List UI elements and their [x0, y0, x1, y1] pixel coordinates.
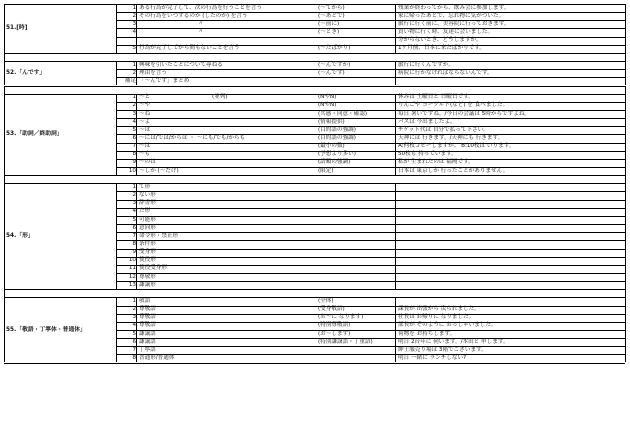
- row-description: 謙譲語: [139, 339, 156, 345]
- row-number: 5: [132, 45, 136, 51]
- row-number: 8: [132, 355, 136, 361]
- section-title: 52.「んです」: [6, 70, 46, 76]
- row-description: 〜は: [139, 143, 151, 149]
- row-number: 2: [132, 306, 136, 312]
- row-description: ない形: [139, 192, 156, 198]
- table-right-border: [625, 289, 626, 297]
- table-right-border: [625, 61, 626, 85]
- row-description: 条件形: [139, 241, 156, 247]
- row-number: 4: [132, 29, 136, 35]
- row-description: その行為をいつするのか (したのか) を言う: [139, 13, 248, 19]
- row-pattern: (〜あとで): [318, 13, 345, 19]
- row-number: 7: [132, 143, 136, 149]
- row-divider: [116, 232, 625, 233]
- row-example: 50枚も 持っています。: [398, 151, 457, 157]
- row-description: 尊敬語: [139, 314, 156, 320]
- row-description: た形: [139, 208, 151, 214]
- text-column-border: [136, 297, 137, 362]
- row-example: 毎日 暑いですね。/今日の会議は 5時からですよね。: [398, 111, 531, 117]
- row-number: 3: [132, 21, 136, 27]
- row-example: 残業が終わってから、飲み会に参加します。: [398, 5, 510, 11]
- row-example: 課長が 出張から 戻られました。: [398, 306, 480, 312]
- row-description: 〜ね: [139, 111, 151, 117]
- row-number: 2: [132, 192, 136, 198]
- section-bottom-border: [4, 53, 625, 54]
- row-number: 1: [132, 5, 136, 11]
- row-divider: [116, 281, 625, 282]
- row-number: 3: [132, 314, 136, 320]
- row-example: 荷物を お持ちします。: [398, 331, 456, 337]
- row-description: 理由を言う: [139, 70, 167, 76]
- row-divider: [116, 110, 625, 111]
- row-example: 私が 生まれたのは 福岡です。: [398, 159, 474, 165]
- row-divider: [116, 200, 625, 201]
- row-divider: [116, 346, 625, 347]
- row-number: 11: [128, 265, 136, 271]
- row-example: りんごや ヨーグルト(など) を 食べました。: [398, 102, 509, 108]
- text-column-border: [136, 61, 137, 85]
- row-divider: [116, 330, 625, 331]
- row-description: 〜よ: [139, 119, 151, 125]
- row-number: 7: [132, 233, 136, 239]
- row-divider: [116, 191, 625, 192]
- row-description: 丁寧語: [139, 347, 156, 353]
- row-description: 尊敬語: [139, 322, 156, 328]
- row-number: 9: [132, 159, 136, 165]
- row-description: 〜には/では/からは ・ 〜にも/でも/からも: [139, 135, 246, 141]
- text-column-border: [136, 4, 137, 53]
- example-column-border: [395, 94, 396, 176]
- row-example: 病院に行かなければならないんです。: [398, 70, 493, 76]
- row-pattern: (〜たばかり): [318, 45, 351, 51]
- section-top-border: [4, 183, 625, 184]
- table-left-border: [4, 94, 5, 176]
- table-left-border: [4, 289, 5, 297]
- row-number: 7: [132, 347, 136, 353]
- row-description: 命令形・禁止形: [139, 233, 179, 239]
- row-description: 〜や: [139, 102, 151, 108]
- section-bottom-border: [4, 289, 625, 290]
- section-bottom-border: [4, 175, 625, 176]
- row-description: 尊敬語: [139, 306, 156, 312]
- row-number: 10: [128, 257, 136, 263]
- row-number: 4: [132, 119, 136, 125]
- row-description: ある行為が完了して、次の行為を行うことを言う: [139, 5, 262, 11]
- table-right-border: [625, 183, 626, 289]
- row-divider: [116, 159, 625, 160]
- row-example: チケット代は 自分で払って下さい。: [398, 127, 489, 133]
- table-left-border: [4, 297, 5, 362]
- row-pattern: (お〜します): [318, 331, 351, 337]
- row-description: 〜は: [139, 127, 151, 133]
- row-description: 〜と: [139, 94, 151, 100]
- row-pattern: (情報提供): [318, 119, 345, 125]
- section-title: 55.「敬語・丁寧体・普通体」: [6, 327, 86, 333]
- row-description: 使役形: [139, 257, 156, 263]
- table-right-border: [625, 53, 626, 61]
- table-right-border: [625, 86, 626, 94]
- row-divider: [116, 126, 625, 127]
- row-pattern: (お〜に なります): [318, 314, 364, 320]
- row-description: 尊敬形: [139, 274, 156, 280]
- table-left-border: [4, 61, 5, 85]
- row-example: バスは 今出ましたよ。: [398, 119, 456, 125]
- row-example: 分からないとき、どうしますか。: [398, 37, 482, 43]
- row-description: 「〜んです」まとめ: [139, 78, 190, 84]
- table-left-border: [4, 183, 5, 289]
- row-divider: [116, 167, 625, 168]
- row-pattern: (〜前に): [318, 21, 340, 27]
- row-example: 家に帰ったあとで、忘れ物に気がついた。: [398, 13, 505, 19]
- row-description: 行為が完了してから間もないことを言う: [139, 45, 240, 51]
- row-divider: [116, 118, 625, 119]
- table-left-border: [4, 86, 5, 94]
- example-column-border: [395, 183, 396, 289]
- row-number: 5: [132, 127, 136, 133]
- row-example: 休みは 土曜日と 日曜日です。: [398, 94, 474, 100]
- row-pattern: (〜てから): [318, 5, 345, 11]
- row-number: 12: [128, 274, 136, 280]
- row-number: 4: [132, 208, 136, 214]
- table-left-border: [4, 53, 5, 61]
- row-number: 補足: [124, 78, 136, 84]
- section-top-border: [4, 61, 625, 62]
- row-divider: [116, 354, 625, 355]
- section-title: 54.「形」: [6, 233, 34, 239]
- row-number: 10: [128, 168, 136, 174]
- row-pattern: (NやN): [318, 94, 337, 100]
- row-divider: [116, 37, 625, 38]
- row-pattern: (語順の強調): [318, 159, 351, 165]
- row-number: 1: [132, 298, 136, 304]
- row-divider: [116, 77, 625, 78]
- section-title: 51.[時]: [6, 25, 28, 31]
- row-number: 13: [128, 282, 136, 288]
- row-pattern: (〜んです): [318, 70, 345, 76]
- row-example: 旅行に行く前に、美容院に行っておきます。: [398, 21, 510, 27]
- row-example: 買い物に行く時、友達に会いました。: [398, 29, 494, 35]
- row-number: 6: [132, 135, 136, 141]
- row-pattern: (目的語の強調): [318, 135, 356, 141]
- row-description: 謙譲形: [139, 282, 156, 288]
- section-title: 53.「助詞／終助詞」: [6, 131, 63, 137]
- example-column-border: [395, 4, 396, 53]
- row-divider: [116, 208, 625, 209]
- row-description: 〃: [198, 21, 204, 27]
- row-pattern: (目的語の強調): [318, 127, 356, 133]
- row-number: 4: [132, 322, 136, 328]
- row-description: 受身形: [139, 249, 156, 255]
- row-description: 〜しか (〜だけ): [139, 168, 179, 174]
- row-number: 1: [132, 62, 136, 68]
- row-pattern: (特別尊敬語): [318, 322, 351, 328]
- row-number: 2: [132, 13, 136, 19]
- row-description: 謙譲語: [139, 331, 156, 337]
- row-example: 社長は お帰りに なりました。: [398, 314, 475, 320]
- row-example: A:何枚コピーしますか。 B:10枚は いります。: [398, 143, 515, 149]
- row-number: 9: [132, 249, 136, 255]
- row-number: 3: [132, 111, 136, 117]
- row-description: 辞書形: [139, 200, 156, 206]
- row-pattern: (全体): [318, 298, 334, 304]
- row-pattern: (〜んですか): [318, 62, 351, 68]
- example-column-border: [395, 297, 396, 362]
- row-divider: [116, 240, 625, 241]
- row-description: 意向形: [139, 225, 156, 231]
- row-number: 1: [132, 184, 136, 190]
- row-divider: [116, 322, 625, 323]
- row-divider: [116, 306, 625, 307]
- section-bottom-border: [4, 363, 625, 364]
- row-description: 〜も: [139, 151, 151, 157]
- row-divider: [116, 249, 625, 250]
- section-top-border: [4, 297, 625, 298]
- row-example: 旅行に行くんですか。: [398, 62, 454, 68]
- row-pattern: (受身敬語): [318, 306, 345, 312]
- row-divider: [116, 143, 625, 144]
- row-example: 明日 一緒に ランチしない?: [398, 355, 467, 361]
- row-divider: [116, 265, 625, 266]
- row-number: 2: [132, 70, 136, 76]
- row-description: 普通形/普通体: [139, 355, 175, 361]
- row-description: 敬語: [139, 298, 151, 304]
- row-number: 5: [132, 331, 136, 337]
- row-pattern: (限定): [318, 168, 334, 174]
- row-pattern: (特別謙譲語・丁重語): [318, 339, 373, 345]
- row-example: 日本は 東京しか 行ったことがありません。: [398, 168, 509, 174]
- row-number: 2: [132, 102, 136, 108]
- row-number: 1: [132, 94, 136, 100]
- row-number: 6: [132, 339, 136, 345]
- row-divider: [116, 28, 625, 29]
- row-divider: [116, 20, 625, 21]
- row-divider: [116, 257, 625, 258]
- section-top-border: [4, 94, 625, 95]
- example-column-border: [395, 61, 396, 85]
- section-top-border: [4, 4, 625, 5]
- table-right-border: [625, 297, 626, 362]
- row-divider: [116, 273, 625, 274]
- row-divider: [116, 69, 625, 70]
- section-bottom-border: [4, 86, 625, 87]
- row-pattern: (〜とき): [318, 29, 340, 35]
- table-right-border: [625, 175, 626, 183]
- row-number: 8: [132, 241, 136, 247]
- row-pattern: (最小の数): [318, 143, 345, 149]
- row-example: 紳士服売り場は 3階でございます。: [398, 347, 487, 353]
- table-left-border: [4, 4, 5, 53]
- row-pattern: (共感・同意・確認): [318, 111, 368, 117]
- table-right-border: [625, 4, 626, 53]
- row-pattern: (予想より多い): [318, 151, 356, 157]
- row-number: 8: [132, 151, 136, 157]
- row-pattern: (NやN): [318, 102, 337, 108]
- row-number: 5: [132, 217, 136, 223]
- row-example: 1ヶ月前、日本に来たばかりです。: [398, 45, 486, 51]
- row-note: (並列): [212, 94, 228, 100]
- row-description: 〜のは: [139, 159, 156, 165]
- row-divider: [116, 224, 625, 225]
- row-description: て形: [139, 184, 151, 190]
- row-description: 興味を引いたことについて尋ねる: [139, 62, 223, 68]
- row-example: 部長が そのように おっしゃいました。: [398, 322, 497, 328]
- row-divider: [116, 102, 625, 103]
- row-divider: [116, 314, 625, 315]
- table-left-border: [4, 175, 5, 183]
- table-right-border: [625, 94, 626, 176]
- row-number: 6: [132, 225, 136, 231]
- row-divider: [116, 216, 625, 217]
- row-number: 3: [132, 200, 136, 206]
- row-example: 明日 2台年に 伺います。/本田と 申します。: [398, 339, 509, 345]
- row-description: 使役受身形: [139, 265, 167, 271]
- row-description: 可能形: [139, 217, 156, 223]
- row-description: 〃: [198, 29, 204, 35]
- text-column-border: [136, 94, 137, 176]
- row-example: 天神には 行きます。/天神にも 行きます。: [398, 135, 504, 141]
- row-divider: [116, 151, 625, 152]
- text-column-border: [136, 183, 137, 289]
